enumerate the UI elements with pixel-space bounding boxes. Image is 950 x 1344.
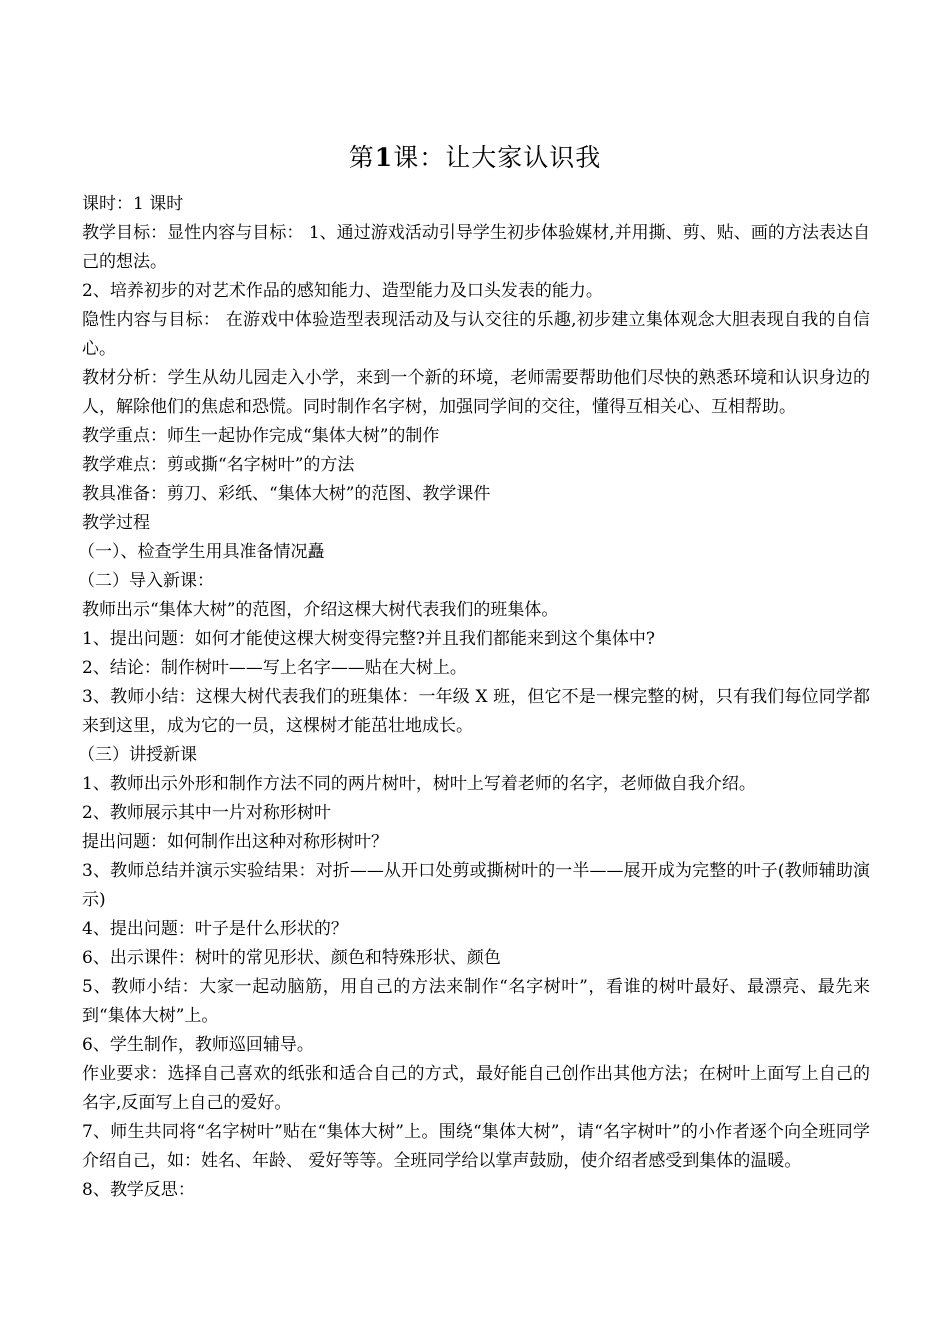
paragraph-question-symmetric: 提出问题：如何制作出这种对称形树叶？ (82, 832, 388, 852)
paragraph-step-8-reflection: 8、教学反思： (82, 1180, 195, 1200)
paragraph-step-3: 3、教师总结并演示实验结果：对折——从开口处剪或撕树叶的一半——展开成为完整的叶子(教师辅助演示) (82, 861, 870, 910)
lesson-title-text: 课：让大家认识我 (393, 143, 602, 172)
paragraph-question-1: 1、提出问题：如何才能使这棵大树变得完整?并且我们都能来到这个集体中? (82, 629, 656, 649)
paragraph-section-3: （三）讲授新课 (78, 745, 197, 765)
paragraph-step-6-courseware: 6、出示课件：树叶的常见形状、颜色和特殊形状、颜色 (82, 948, 501, 968)
paragraph-teaching-aids: 教具准备：剪刀、彩纸、“集体大树”的范图、教学课件 (82, 484, 491, 504)
paragraph-difficulty: 教学难点：剪或撕“名字树叶”的方法 (82, 455, 355, 475)
lesson-title-prefix: 第 (348, 143, 375, 172)
paragraph-step-1: 1、教师出示外形和制作方法不同的两片树叶，树叶上写着老师的名字，老师做自我介绍。 (82, 774, 756, 794)
paragraph-step-6-students: 6、学生制作，教师巡回辅导。 (82, 1035, 314, 1055)
paragraph-teaching-goals: 教学目标：显性内容与目标： 1、通过游戏活动引导学生初步体验媒材,并用撕、剪、贴、画的方法表达自己的想法。 (82, 223, 870, 272)
paragraph-step-4: 4、提出问题：叶子是什么形状的？ (82, 919, 348, 939)
paragraph-homework: 作业要求：选择自己喜欢的纸张和适合自己的方式，最好能自己创作出其他方法；在树叶上面写上自己的名字,反面写上自己的爱好。 (82, 1064, 870, 1113)
lesson-body (78, 190, 870, 1205)
paragraph-process-heading: 教学过程 (82, 513, 150, 533)
paragraph-step-2: 2、教师展示其中一片对称形树叶 (82, 803, 331, 823)
paragraph-section-2: （二）导入新课： (78, 571, 214, 591)
paragraph-material-analysis: 教材分析：学生从幼儿园走入小学，来到一个新的环境，老师需要帮助他们尽快的熟悉环境和认识身边的人，解除他们的焦虑和恐慌。同时制作名字树，加强同学间的交往，懂得互相关心、互相帮助。 (82, 368, 870, 417)
paragraph-step-5: 5、教师小结：大家一起动脑筋，用自己的方法来制作“名字树叶”，看谁的树叶最好、最漂亮、最先来到“集体大树”上。 (82, 977, 870, 1026)
paragraph-step-7: 7、师生共同将“名字树叶”贴在“集体大树”上。围绕“集体大树”，请“名字树叶”的小作者逐个向全班同学介绍自己，如：姓名、年龄、 爱好等等。全班同学给以掌声鼓励，使介绍者感受到集体的温暖。 (82, 1122, 870, 1171)
paragraph-summary-3: 3、教师小结：这棵大树代表我们的班集体：一年级 X 班，但它不是一棵完整的树，只有我们每位同学都来到这里，成为它的一员，这棵树才能茁壮地成长。 (82, 687, 870, 736)
paragraph-section-1: （一）、检查学生用具准备情况矗 (78, 542, 325, 562)
paragraph-teacher-shows-tree: 教师出示“集体大树”的范图，介绍这棵大树代表我们的班集体。 (82, 600, 559, 620)
paragraph-class-hours: 课时：1 课时 (82, 194, 184, 214)
paragraph-goal-2: 2、培养初步的对艺术作品的感知能力、造型能力及口头发表的能力。 (82, 281, 603, 301)
lesson-number: 1 (374, 143, 394, 172)
lesson-title (0, 140, 950, 176)
paragraph-hidden-goals: 隐性内容与目标： 在游戏中体验造型表现活动及与认交往的乐趣,初步建立集体观念大胆表现自我的自信心。 (82, 310, 870, 359)
paragraph-key-point: 教学重点：师生一起协作完成“集体大树”的制作 (82, 426, 440, 446)
paragraph-conclusion-2: 2、结论：制作树叶——写上名字——贴在大树上。 (82, 658, 467, 678)
